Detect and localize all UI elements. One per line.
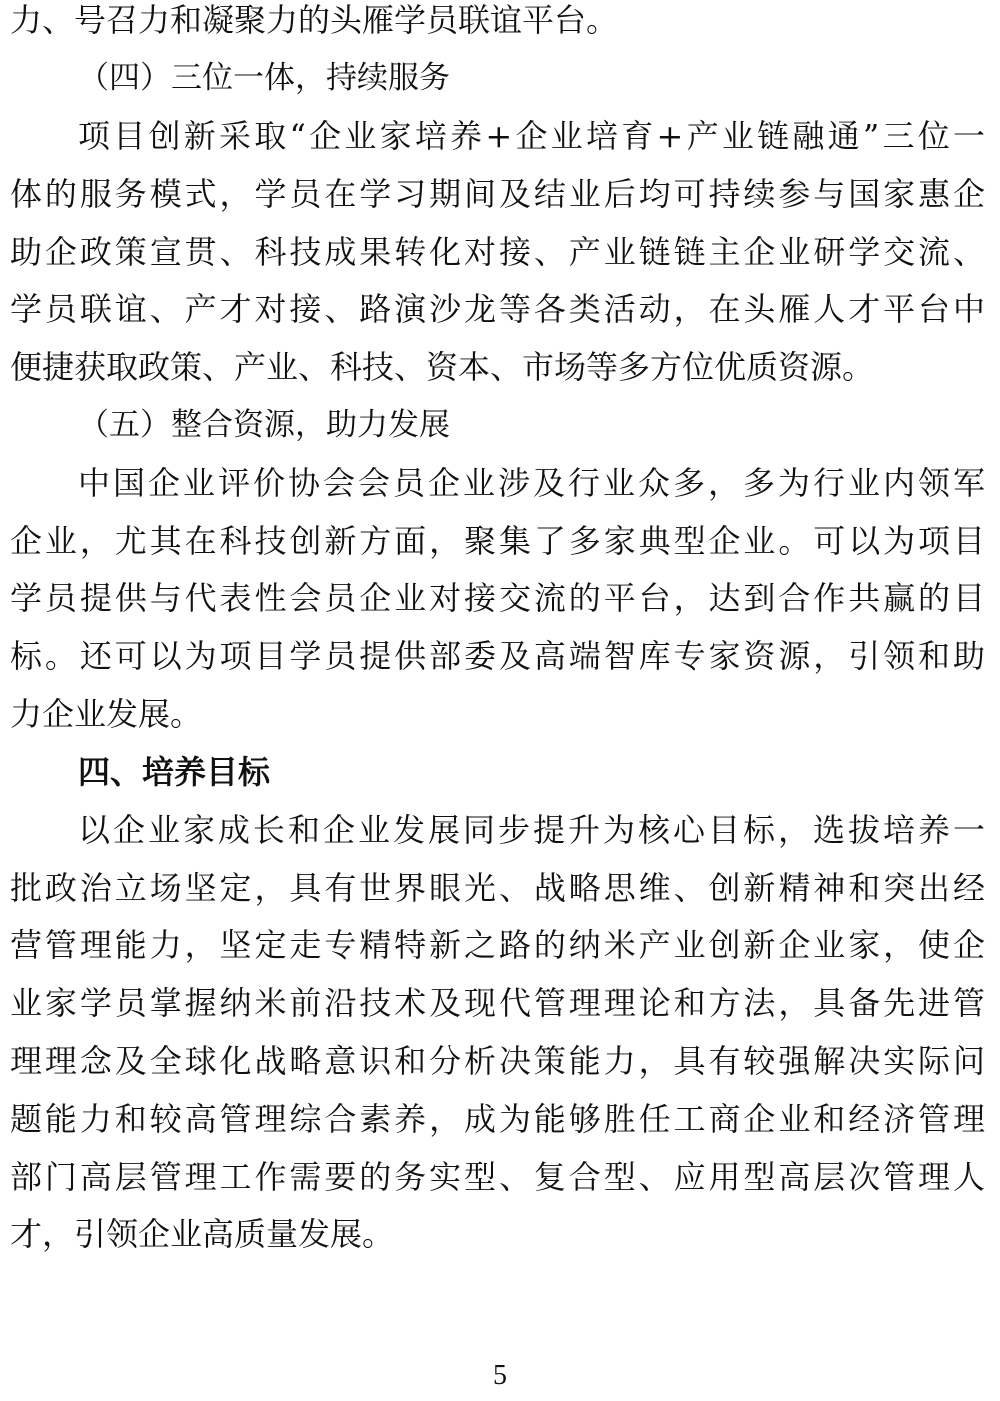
section-subheading-5: （五）整合资源，助力发展	[78, 407, 450, 443]
section-heading-training-goals: 四、培养目标	[78, 753, 271, 791]
paragraph-line: 助企政策宣贯、科技成果转化对接、产业链链主企业研学交流、	[10, 233, 985, 271]
paragraph-line: 体的服务模式，学员在学习期间及结业后均可持续参与国家惠企	[10, 175, 985, 213]
paragraph-line: 项目创新采取“企业家培养+企业培育+产业链融通”三位一	[78, 117, 985, 155]
page-number: 5	[493, 1360, 507, 1391]
paragraph-line: 以企业家成长和企业发展同步提升为核心目标，选拔培养一	[78, 811, 985, 849]
paragraph-line: 批政治立场坚定，具有世界眼光、战略思维、创新精神和突出经	[10, 869, 985, 907]
paragraph-line: 学员联谊、产才对接、路演沙龙等各类活动，在头雁人才平台中	[10, 290, 985, 328]
paragraph-line: 才，引领企业高质量发展。	[10, 1215, 395, 1253]
paragraph-line: 业家学员掌握纳米前沿技术及现代管理理论和方法，具备先进管	[10, 984, 985, 1022]
paragraph-line: 中国企业评价协会会员企业涉及行业众多，多为行业内领军	[78, 464, 985, 502]
paragraph-line: 部门高层管理工作需要的务实型、复合型、应用型高层次管理人	[10, 1158, 985, 1196]
paragraph-line: 营管理能力，坚定走专精特新之路的纳米产业创新企业家，使企	[10, 926, 985, 964]
paragraph-line: 学员提供与代表性会员企业对接交流的平台，达到合作共赢的目	[10, 579, 985, 617]
paragraph-line: 便捷获取政策、产业、科技、资本、市场等多方位优质资源。	[10, 348, 875, 386]
paragraph-line: 理理念及全球化战略意识和分析决策能力，具有较强解决实际问	[10, 1042, 985, 1080]
paragraph-line: 力企业发展。	[10, 695, 203, 733]
paragraph-line: 企业，尤其在科技创新方面，聚集了多家典型企业。可以为项目	[10, 522, 985, 560]
section-subheading-4: （四）三位一体，持续服务	[78, 60, 450, 96]
paragraph-line: 力、号召力和凝聚力的头雁学员联谊平台。	[10, 1, 619, 39]
paragraph-line: 标。还可以为项目学员提供部委及高端智库专家资源，引领和助	[10, 637, 985, 675]
paragraph-line: 题能力和较高管理综合素养，成为能够胜任工商企业和经济管理	[10, 1100, 985, 1138]
